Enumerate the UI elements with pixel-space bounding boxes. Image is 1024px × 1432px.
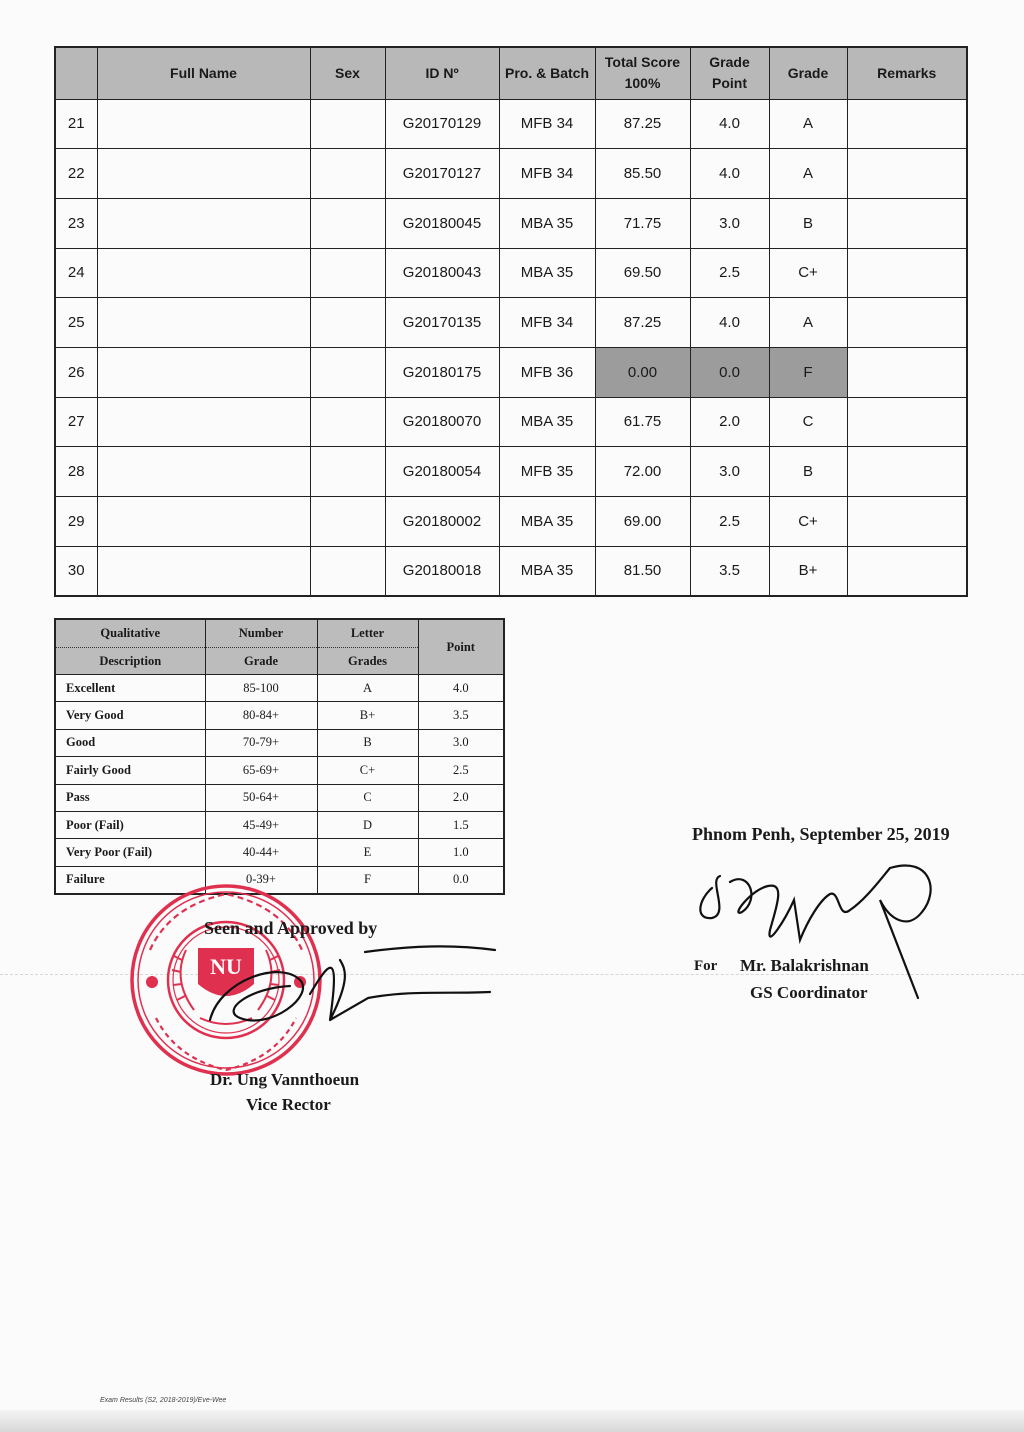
- row-total-score: 0.00: [595, 347, 690, 397]
- scale-point: 3.0: [418, 729, 504, 756]
- scale-point: 3.5: [418, 702, 504, 729]
- scale-point: 2.5: [418, 757, 504, 784]
- scale-description: Excellent: [55, 675, 205, 702]
- row-id: G20180054: [385, 447, 499, 497]
- results-body: [55, 99, 967, 596]
- scale-header-letter: [317, 619, 418, 675]
- row-no: 26: [55, 347, 97, 397]
- row-id: G20180043: [385, 248, 499, 298]
- table-row: [55, 198, 967, 248]
- row-grade-point: 3.0: [690, 198, 769, 248]
- scale-header-letter-top: Letter: [318, 620, 418, 648]
- scale-point: 1.5: [418, 811, 504, 838]
- scale-number-grade: 50-64+: [205, 784, 317, 811]
- row-grade: A: [769, 99, 847, 149]
- row-sex: [310, 198, 385, 248]
- scale-letter-grade: C: [317, 784, 418, 811]
- row-sex: [310, 497, 385, 547]
- row-total-score: 69.50: [595, 248, 690, 298]
- results-table: [54, 46, 968, 597]
- footer-reference: Exam Results (S2, 2018-2019)/Eve-Wee: [100, 1397, 227, 1404]
- results-header-row: [55, 47, 967, 99]
- row-grade: B: [769, 198, 847, 248]
- table-row: [55, 784, 504, 811]
- row-remarks: [847, 149, 967, 199]
- row-total-score: 71.75: [595, 198, 690, 248]
- header-total-score: [595, 47, 690, 99]
- row-sex: [310, 248, 385, 298]
- grading-scale-table: [54, 618, 505, 895]
- row-batch: MFB 34: [499, 149, 595, 199]
- scale-description: Pass: [55, 784, 205, 811]
- table-row: [55, 149, 967, 199]
- scale-description: Very Poor (Fail): [55, 839, 205, 866]
- scale-number-grade: 65-69+: [205, 757, 317, 784]
- row-sex: [310, 298, 385, 348]
- row-full-name: [97, 347, 310, 397]
- vice-rector-signature-icon: [190, 940, 510, 1050]
- row-sex: [310, 99, 385, 149]
- scale-point: 0.0: [418, 866, 504, 893]
- scale-header-description: [55, 619, 205, 675]
- row-no: 23: [55, 198, 97, 248]
- row-full-name: [97, 149, 310, 199]
- header-grade-point-sub: Point: [712, 75, 747, 92]
- row-full-name: [97, 447, 310, 497]
- row-full-name: [97, 198, 310, 248]
- row-remarks: [847, 198, 967, 248]
- row-id: G20180018: [385, 546, 499, 596]
- row-sex: [310, 546, 385, 596]
- header-total-score-sub: 100%: [624, 75, 661, 92]
- row-remarks: [847, 347, 967, 397]
- row-total-score: 72.00: [595, 447, 690, 497]
- scale-header-number-bottom: Grade: [243, 654, 279, 668]
- row-grade-point: 0.0: [690, 347, 769, 397]
- coordinator-name: Mr. Balakrishnan: [740, 956, 869, 975]
- scale-description: Fairly Good: [55, 757, 205, 784]
- row-grade: C: [769, 397, 847, 447]
- scale-header-row: [55, 619, 504, 675]
- header-grade: Grade: [769, 47, 847, 99]
- row-batch: MBA 35: [499, 248, 595, 298]
- scale-letter-grade: B+: [317, 702, 418, 729]
- scale-header-point: Point: [418, 619, 504, 675]
- coordinator-signature-icon: [690, 860, 950, 1000]
- scale-letter-grade: E: [317, 839, 418, 866]
- scale-description: Failure: [55, 866, 205, 893]
- table-row: [55, 298, 967, 348]
- row-full-name: [97, 397, 310, 447]
- scale-description: Good: [55, 729, 205, 756]
- row-remarks: [847, 397, 967, 447]
- row-remarks: [847, 497, 967, 547]
- table-row: [55, 702, 504, 729]
- table-row: [55, 811, 504, 838]
- scale-number-grade: 85-100: [205, 675, 317, 702]
- scan-edge: [0, 1410, 1024, 1432]
- place-date: Phnom Penh, September 25, 2019: [692, 824, 950, 844]
- row-batch: MBA 35: [499, 546, 595, 596]
- row-remarks: [847, 248, 967, 298]
- row-batch: MFB 34: [499, 99, 595, 149]
- row-total-score: 85.50: [595, 149, 690, 199]
- scale-point: 2.0: [418, 784, 504, 811]
- scale-number-grade: 70-79+: [205, 729, 317, 756]
- row-grade: A: [769, 149, 847, 199]
- header-full-name: Full Name: [97, 47, 310, 99]
- scale-letter-grade: C+: [317, 757, 418, 784]
- table-row: [55, 546, 967, 596]
- row-batch: MBA 35: [499, 198, 595, 248]
- row-no: 24: [55, 248, 97, 298]
- row-id: G20170135: [385, 298, 499, 348]
- vice-rector-title: Vice Rector: [246, 1095, 331, 1114]
- scale-number-grade: 40-44+: [205, 839, 317, 866]
- row-remarks: [847, 298, 967, 348]
- row-remarks: [847, 99, 967, 149]
- scale-number-grade: 45-49+: [205, 811, 317, 838]
- row-no: 28: [55, 447, 97, 497]
- row-sex: [310, 149, 385, 199]
- row-full-name: [97, 248, 310, 298]
- table-row: [55, 248, 967, 298]
- scale-letter-grade: D: [317, 811, 418, 838]
- scale-description: Poor (Fail): [55, 811, 205, 838]
- row-full-name: [97, 497, 310, 547]
- scale-header-number-top: Number: [206, 620, 317, 648]
- row-batch: MFB 35: [499, 447, 595, 497]
- row-batch: MFB 34: [499, 298, 595, 348]
- row-total-score: 69.00: [595, 497, 690, 547]
- row-grade-point: 4.0: [690, 149, 769, 199]
- coordinator-prefix: For: [694, 958, 718, 974]
- row-id: G20180070: [385, 397, 499, 447]
- table-row: [55, 839, 504, 866]
- scale-body: [55, 675, 504, 894]
- row-id: G20170127: [385, 149, 499, 199]
- row-grade-point: 3.5: [690, 546, 769, 596]
- row-remarks: [847, 447, 967, 497]
- row-grade: C+: [769, 248, 847, 298]
- row-id: G20180002: [385, 497, 499, 547]
- row-remarks: [847, 546, 967, 596]
- scale-number-grade: 0-39+: [205, 866, 317, 893]
- row-grade: B: [769, 447, 847, 497]
- table-row: [55, 447, 967, 497]
- row-batch: MBA 35: [499, 497, 595, 547]
- row-total-score: 61.75: [595, 397, 690, 447]
- row-full-name: [97, 298, 310, 348]
- row-grade-point: 3.0: [690, 447, 769, 497]
- table-row: [55, 757, 504, 784]
- header-no: [55, 47, 97, 99]
- scale-point: 4.0: [418, 675, 504, 702]
- scale-letter-grade: F: [317, 866, 418, 893]
- table-row: [55, 729, 504, 756]
- row-batch: MBA 35: [499, 397, 595, 447]
- header-total-score-label: Total Score: [604, 54, 681, 71]
- row-total-score: 87.25: [595, 99, 690, 149]
- row-sex: [310, 447, 385, 497]
- scale-number-grade: 80-84+: [205, 702, 317, 729]
- row-id: G20170129: [385, 99, 499, 149]
- scale-point: 1.0: [418, 839, 504, 866]
- coordinator-title: GS Coordinator: [750, 983, 868, 1002]
- scale-header-desc-top: Qualitative: [56, 620, 205, 648]
- row-grade-point: 2.5: [690, 248, 769, 298]
- scale-description: Very Good: [55, 702, 205, 729]
- scale-header-letter-bottom: Grades: [348, 654, 387, 668]
- stamp-emblem: NU: [210, 954, 242, 979]
- approved-by-label: Seen and Approved by: [204, 918, 378, 938]
- row-total-score: 87.25: [595, 298, 690, 348]
- row-sex: [310, 347, 385, 397]
- row-grade-point: 2.0: [690, 397, 769, 447]
- row-total-score: 81.50: [595, 546, 690, 596]
- row-grade-point: 4.0: [690, 99, 769, 149]
- row-no: 27: [55, 397, 97, 447]
- row-grade: B+: [769, 546, 847, 596]
- table-row: [55, 99, 967, 149]
- table-row: [55, 497, 967, 547]
- row-id: G20180175: [385, 347, 499, 397]
- row-full-name: [97, 99, 310, 149]
- row-no: 29: [55, 497, 97, 547]
- row-grade-point: 2.5: [690, 497, 769, 547]
- header-grade-point: [690, 47, 769, 99]
- row-batch: MFB 36: [499, 347, 595, 397]
- scale-letter-grade: A: [317, 675, 418, 702]
- header-id-no: ID Nº: [385, 47, 499, 99]
- row-grade: F: [769, 347, 847, 397]
- header-sex: Sex: [310, 47, 385, 99]
- table-row: [55, 347, 967, 397]
- row-sex: [310, 397, 385, 447]
- row-full-name: [97, 546, 310, 596]
- row-no: 22: [55, 149, 97, 199]
- vice-rector-name: Dr. Ung Vannthoeun: [210, 1070, 360, 1089]
- scale-header-desc-bottom: Description: [99, 654, 162, 668]
- row-grade-point: 4.0: [690, 298, 769, 348]
- scale-letter-grade: B: [317, 729, 418, 756]
- row-id: G20180045: [385, 198, 499, 248]
- header-remarks: Remarks: [847, 47, 967, 99]
- scale-header-number: [205, 619, 317, 675]
- row-grade: C+: [769, 497, 847, 547]
- header-grade-point-label: Grade: [709, 54, 750, 71]
- row-no: 21: [55, 99, 97, 149]
- row-no: 25: [55, 298, 97, 348]
- row-grade: A: [769, 298, 847, 348]
- table-row: [55, 397, 967, 447]
- row-no: 30: [55, 546, 97, 596]
- table-row: [55, 675, 504, 702]
- header-pro-batch: Pro. & Batch: [499, 47, 595, 99]
